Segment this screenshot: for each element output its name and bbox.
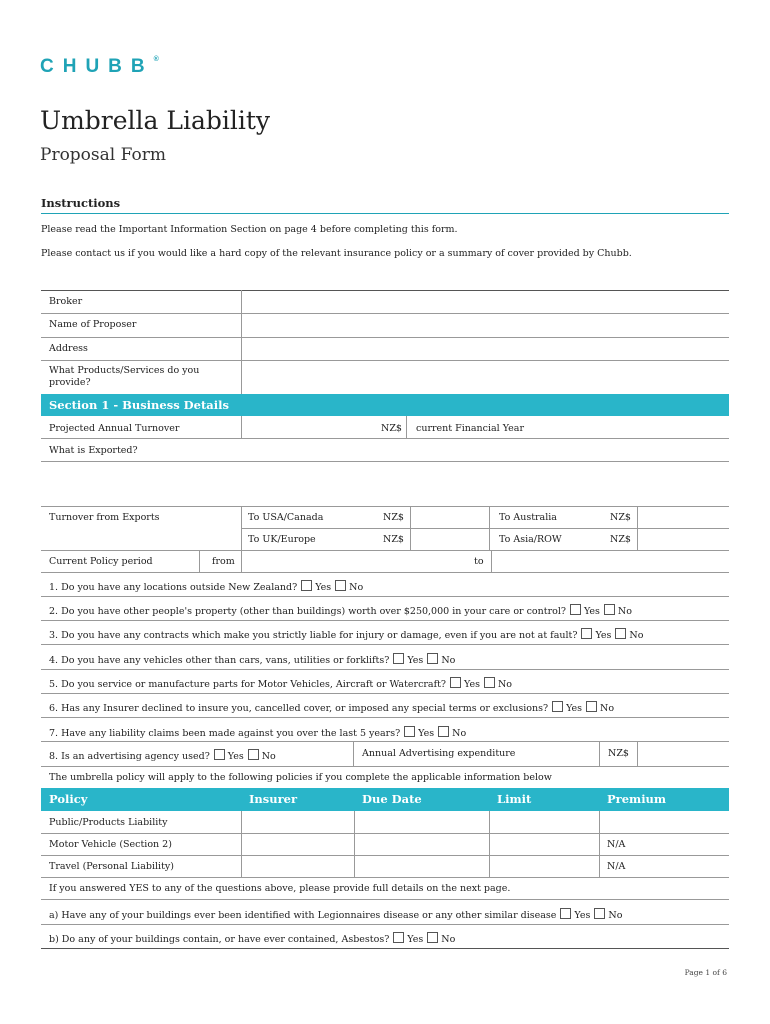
proposer-name-label: Name of Proposer	[49, 319, 137, 330]
usa-currency: NZ$	[383, 512, 404, 523]
policy-row-motor: Motor Vehicle (Section 2)	[49, 839, 172, 850]
products-label-2: provide?	[49, 377, 91, 388]
question-7: 7. Have any liability claims been made against you over the last 5 years? Yes No	[49, 728, 467, 739]
q4-no-checkbox[interactable]	[427, 653, 438, 664]
q1-no-checkbox[interactable]	[335, 580, 346, 591]
instructions-divider	[41, 213, 729, 214]
policy-table-header	[41, 788, 729, 811]
q4-yes-checkbox[interactable]	[393, 653, 404, 664]
ad-currency: NZ$	[608, 748, 629, 759]
q7-yes-checkbox[interactable]	[404, 726, 415, 737]
section-1-header: Section 1 - Business Details	[41, 394, 729, 416]
usa-amount-field[interactable]	[412, 507, 489, 528]
australia-amount-field[interactable]	[639, 507, 729, 528]
broker-field[interactable]	[243, 291, 729, 313]
page-number: Page 1 of 6	[684, 968, 727, 977]
turnover-currency: NZ$	[381, 423, 402, 434]
q3-yes-checkbox[interactable]	[581, 628, 592, 639]
policy-row-travel: Travel (Personal Liability)	[49, 861, 174, 872]
col-premium: Premium	[607, 792, 667, 806]
uk-currency: NZ$	[383, 534, 404, 545]
qa-yes-checkbox[interactable]	[560, 908, 571, 919]
q7-no-checkbox[interactable]	[438, 726, 449, 737]
question-a: a) Have any of your buildings ever been identified with Legionnaires disease or any other similar disease Yes No	[49, 910, 623, 921]
ad-expenditure-field[interactable]	[639, 742, 729, 766]
current-year-label: current Financial Year	[416, 423, 524, 434]
period-to-field[interactable]	[493, 551, 729, 572]
col-limit: Limit	[497, 792, 532, 806]
qb-no-checkbox[interactable]	[427, 932, 438, 943]
ad-expenditure-label: Annual Advertising expenditure	[362, 748, 516, 759]
qb-yes-checkbox[interactable]	[393, 932, 404, 943]
exports-label: Turnover from Exports	[49, 512, 160, 523]
asia-amount-field[interactable]	[639, 529, 729, 550]
q3-no-checkbox[interactable]	[615, 628, 626, 639]
q2-yes-checkbox[interactable]	[570, 604, 581, 615]
exported-field[interactable]	[41, 439, 729, 461]
address-field[interactable]	[243, 338, 729, 360]
products-label-1: What Products/Services do you	[49, 365, 200, 376]
products-field[interactable]	[243, 361, 729, 394]
turnover-field[interactable]	[243, 417, 357, 438]
usa-label: To USA/Canada	[248, 512, 324, 523]
address-label: Address	[49, 343, 88, 354]
col-insurer: Insurer	[249, 792, 298, 806]
q6-yes-checkbox[interactable]	[552, 701, 563, 712]
q8-yes-checkbox[interactable]	[214, 749, 225, 760]
page-title: Umbrella Liability	[40, 106, 271, 135]
question-1: 1. Do you have any locations outside New Zealand? Yes No	[49, 582, 364, 593]
page-subtitle: Proposal Form	[40, 145, 166, 165]
q8-no-checkbox[interactable]	[248, 749, 259, 760]
details-note: If you answered YES to any of the questions above, please provide full details on the next page.	[49, 883, 511, 894]
q5-yes-checkbox[interactable]	[450, 677, 461, 688]
motor-premium-na: N/A	[607, 839, 626, 850]
question-3: 3. Do you have any contracts which make you strictly liable for injury or damage, even if you are not at fault? Yes No	[49, 630, 644, 641]
umbrella-note: The umbrella policy will apply to the following policies if you complete the applicable information below	[49, 772, 552, 783]
broker-label: Broker	[49, 296, 83, 307]
instructions-line-2: Please contact us if you would like a hard copy of the relevant insurance policy or a summary of cover provided by Chubb.	[41, 248, 632, 259]
asia-currency: NZ$	[610, 534, 631, 545]
instructions-heading: Instructions	[41, 196, 121, 210]
proposer-name-field[interactable]	[243, 314, 729, 336]
question-6: 6. Has any Insurer declined to insure you, cancelled cover, or imposed any special terms or exclusions? Yes No	[49, 703, 615, 714]
q1-yes-checkbox[interactable]	[301, 580, 312, 591]
to-label: to	[474, 556, 484, 567]
question-b: b) Do any of your buildings contain, or have ever contained, Asbestos? Yes No	[49, 934, 456, 945]
exported-label: What is Exported?	[49, 445, 138, 456]
australia-currency: NZ$	[610, 512, 631, 523]
q6-no-checkbox[interactable]	[586, 701, 597, 712]
from-label: from	[212, 556, 235, 567]
chubb-logo: CHUBB®	[40, 56, 159, 77]
question-4: 4. Do you have any vehicles other than cars, vans, utilities or forklifts? Yes No	[49, 655, 456, 666]
col-policy: Policy	[49, 792, 88, 806]
q2-no-checkbox[interactable]	[604, 604, 615, 615]
q5-no-checkbox[interactable]	[484, 677, 495, 688]
asia-label: To Asia/ROW	[499, 534, 562, 545]
col-due-date: Due Date	[362, 792, 422, 806]
instructions-line-1: Please read the Important Information Section on page 4 before completing this form.	[41, 224, 458, 235]
policy-row-public: Public/Products Liability	[49, 817, 168, 828]
qa-no-checkbox[interactable]	[594, 908, 605, 919]
question-5: 5. Do you service or manufacture parts for Motor Vehicles, Aircraft or Watercraft? Yes No	[49, 679, 513, 690]
travel-premium-na: N/A	[607, 861, 626, 872]
question-8: 8. Is an advertising agency used? Yes No	[49, 751, 276, 762]
period-from-field[interactable]	[243, 551, 468, 572]
turnover-label: Projected Annual Turnover	[49, 423, 180, 434]
policy-period-label: Current Policy period	[49, 556, 153, 567]
uk-amount-field[interactable]	[412, 529, 489, 550]
question-2: 2. Do you have other people's property (other than buildings) worth over $250,000 in your care or control? Yes No	[49, 606, 632, 617]
australia-label: To Australia	[499, 512, 557, 523]
uk-label: To UK/Europe	[248, 534, 316, 545]
